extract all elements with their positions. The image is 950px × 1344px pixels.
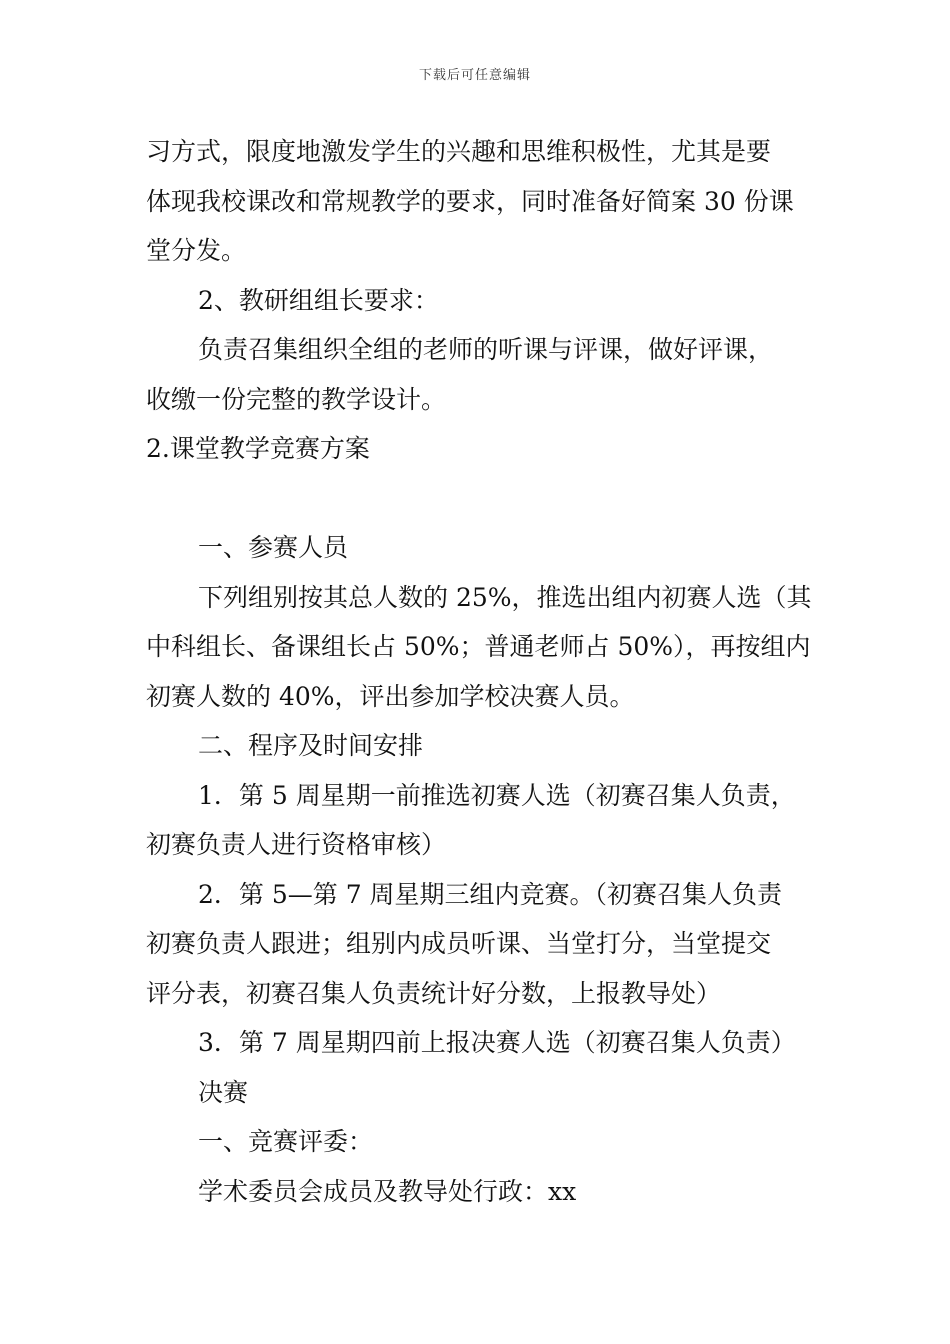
section-title: 2.课堂教学竞赛方案 [146, 434, 370, 463]
paragraph-line: 体现我校课改和常规教学的要求，同时准备好简案 30 份课 [146, 186, 794, 216]
section-heading: 一、参赛人员 [198, 533, 349, 562]
blank-line [146, 474, 814, 524]
paragraph-line: 下列组别按其总人数的 25%，推选出组内初赛人选（其 [198, 582, 812, 612]
paragraph-line: 学术委员会成员及教导处行政：xx [198, 1176, 577, 1206]
page-header: 下载后可任意编辑 [418, 68, 531, 83]
section-heading: 2、教研组组长要求： [198, 285, 439, 315]
paragraph-line: 中科组长、备课组长占 50%；普通老师占 50%），再按组内 [146, 632, 811, 661]
paragraph-line: 负责召集组织全组的老师的听课与评课，做好评课， [198, 335, 774, 364]
section-heading: 决赛 [198, 1077, 249, 1107]
paragraph-line: 2．第 5—第 7 周星期三组内竞赛。（初赛召集人负责 [198, 879, 783, 909]
paragraph-line: 初赛人数的 40%，评出参加学校决赛人员。 [146, 681, 635, 711]
paragraph-line: 初赛负责人跟进；组别内成员听课、当堂打分，当堂提交 [146, 929, 772, 958]
section-heading: 二、程序及时间安排 [198, 731, 424, 760]
paragraph-line: 3．第 7 周星期四前上报决赛人选（初赛召集人负责） [198, 1028, 796, 1057]
paragraph-line: 1．第 5 周星期一前推选初赛人选（初赛召集人负责， [198, 780, 796, 810]
paragraph-line: 习方式，限度地激发学生的兴趣和思维积极性，尤其是要 [146, 137, 772, 166]
paragraph-line: 评分表，初赛召集人负责统计好分数，上报教导处） [146, 978, 722, 1008]
document-body [146, 127, 814, 1216]
paragraph-line: 堂分发。 [146, 236, 247, 265]
paragraph-line: 收缴一份完整的教学设计。 [146, 384, 447, 414]
section-heading: 一、竞赛评委： [198, 1127, 374, 1156]
paragraph-line: 初赛负责人进行资格审核） [146, 830, 447, 859]
